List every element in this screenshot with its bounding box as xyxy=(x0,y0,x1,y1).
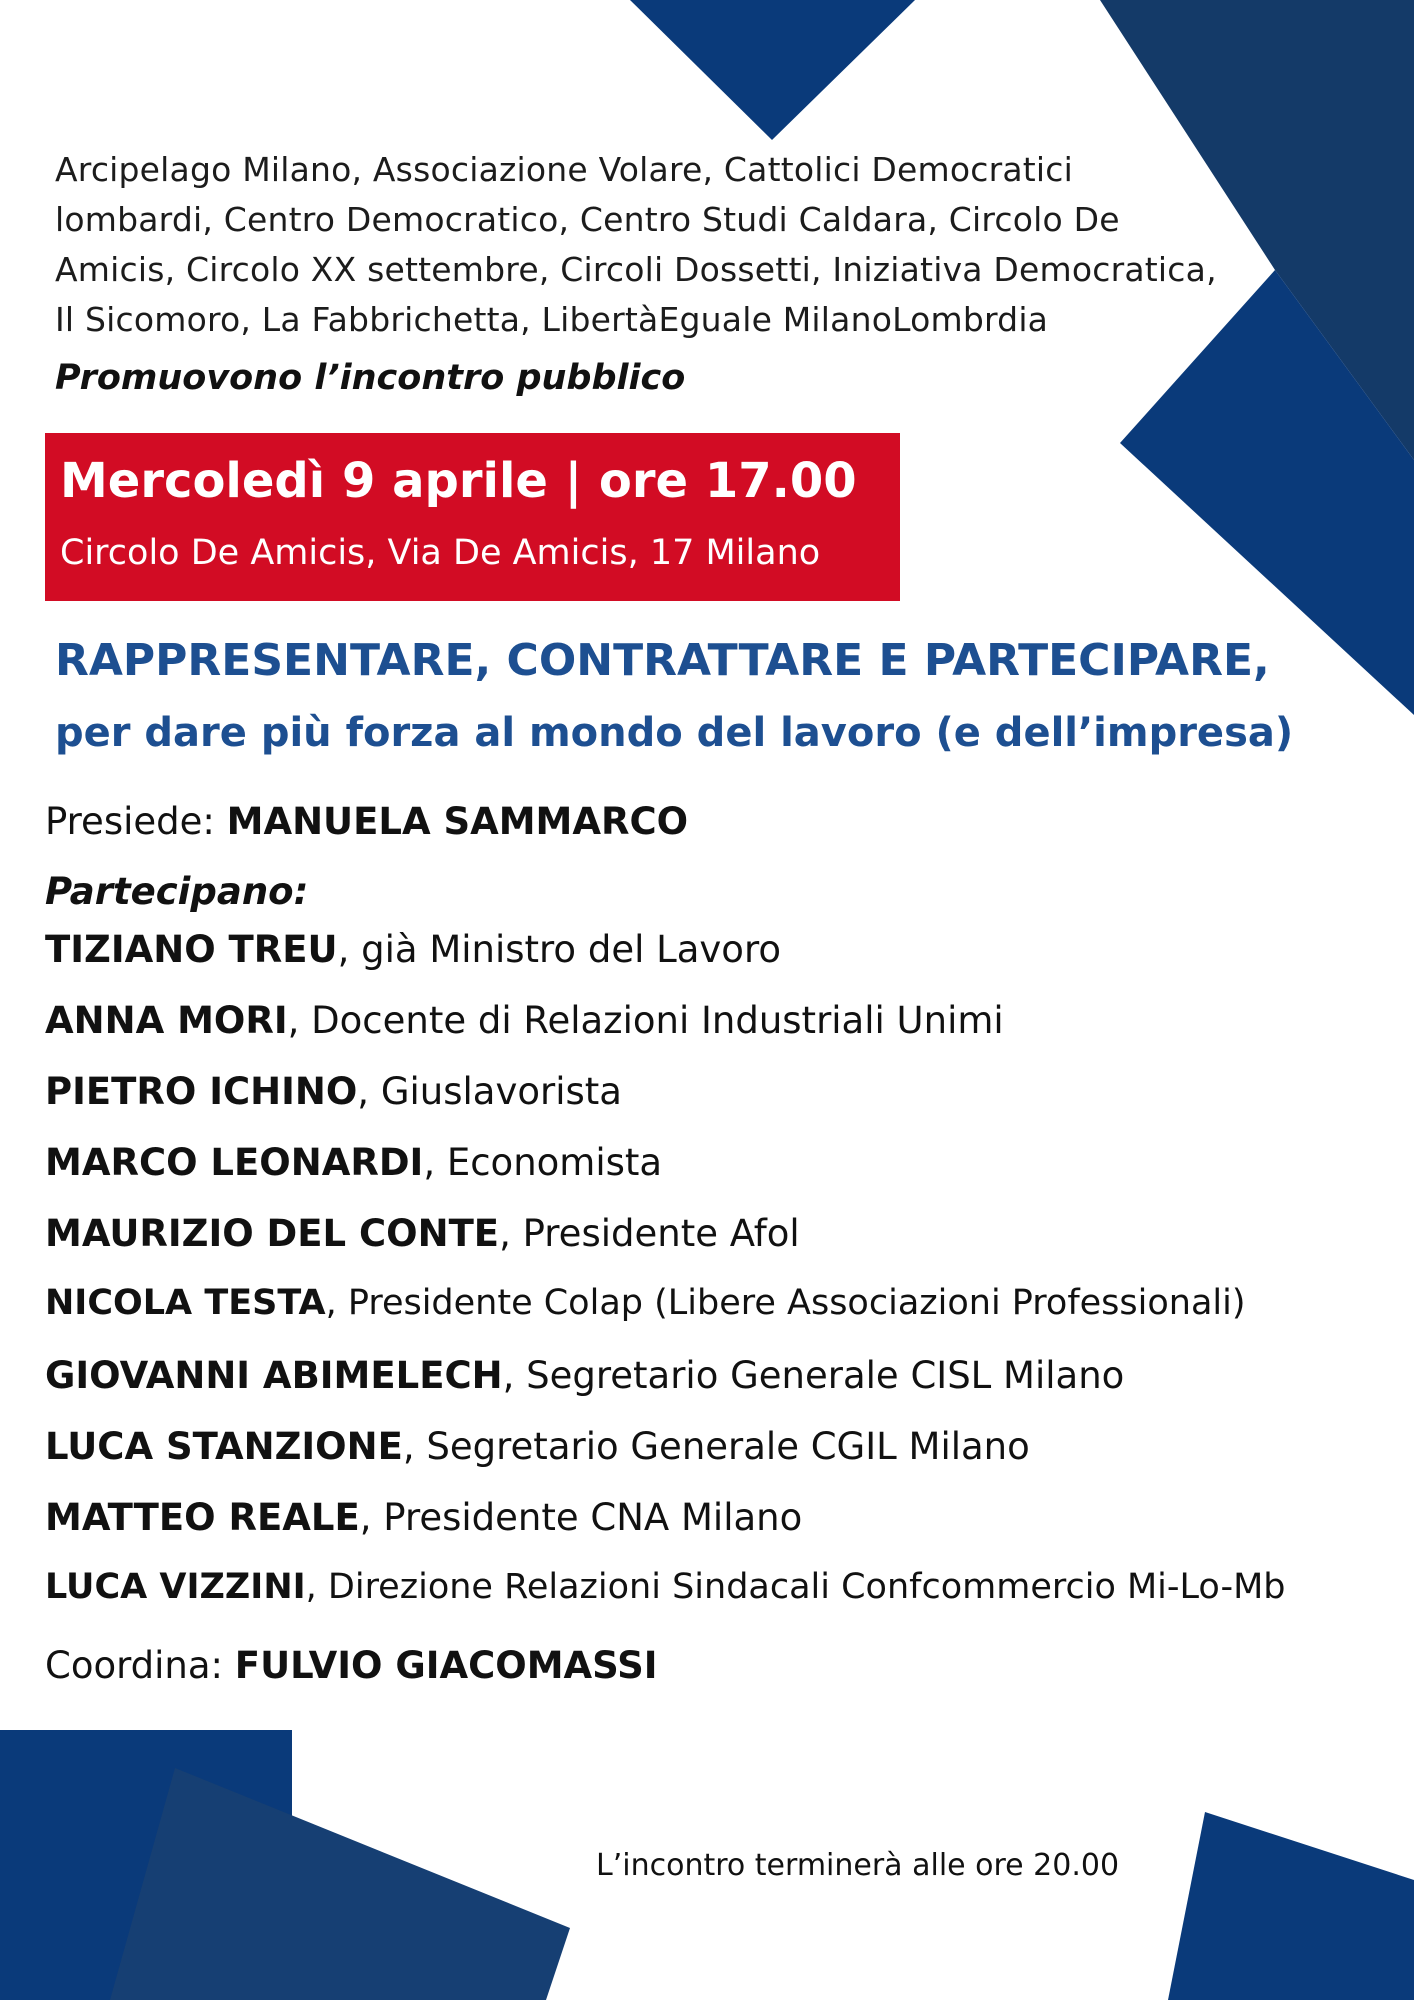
participant-row xyxy=(45,1425,1030,1468)
chair-line xyxy=(45,800,688,843)
participants-heading: Partecipano: xyxy=(45,870,309,913)
participant-name: ANNA MORI xyxy=(45,999,288,1042)
participant-role: , Presidente Colap (Libere Associazioni Professionali) xyxy=(325,1283,1246,1323)
event-place: Circolo De Amicis, Via De Amicis, 17 Milano xyxy=(60,533,821,573)
event-subtitle: per dare più forza al mondo del lavoro (e dell’impresa) xyxy=(55,710,1294,756)
participant-role: , Segretario Generale CISL Milano xyxy=(502,1354,1125,1397)
event-date-time: Mercoledì 9 aprile | ore 17.00 xyxy=(60,453,857,509)
participant-role: , Presidente CNA Milano xyxy=(359,1496,803,1539)
promoters-line: Amicis, Circolo XX settembre, Circoli Dossetti, Iniziativa Democratica, xyxy=(55,250,1217,289)
participant-row xyxy=(45,928,781,971)
participant-role: , Giuslavorista xyxy=(357,1070,622,1113)
participant-name: TIZIANO TREU xyxy=(45,928,338,971)
participant-row xyxy=(45,1283,1246,1323)
event-banner xyxy=(45,433,900,601)
chair-name: MANUELA SAMMARCO xyxy=(226,800,689,843)
participant-name: MAURIZIO DEL CONTE xyxy=(45,1212,500,1255)
promoters-line: Il Sicomoro, La Fabbrichetta, LibertàEguale MilanoLombrdia xyxy=(55,300,1049,339)
participant-role: , Direzione Relazioni Sindacali Confcommercio Mi-Lo-Mb xyxy=(305,1567,1286,1607)
closing-time-note: L’incontro terminerà alle ore 20.00 xyxy=(596,1848,1120,1883)
participant-name: GIOVANNI ABIMELECH xyxy=(45,1354,503,1397)
promoters-line: lombardi, Centro Democratico, Centro Studi Caldara, Circolo De xyxy=(55,200,1120,239)
participant-row xyxy=(45,1496,802,1539)
promoters-list xyxy=(55,145,1255,345)
coordinator-label: Coordina: xyxy=(45,1644,235,1687)
participant-row xyxy=(45,999,1004,1042)
participant-role: , Presidente Afol xyxy=(499,1212,800,1255)
participant-row xyxy=(45,1354,1124,1397)
participant-row xyxy=(45,1141,662,1184)
participant-role: , Segretario Generale CGIL Milano xyxy=(402,1425,1030,1468)
participant-name: MATTEO REALE xyxy=(45,1496,360,1539)
promote-heading: Promuovono l’incontro pubblico xyxy=(55,358,686,398)
chair-label: Presiede: xyxy=(45,800,227,843)
participant-role: , già Ministro del Lavoro xyxy=(337,928,781,971)
participant-row xyxy=(45,1070,622,1113)
participant-name: PIETRO ICHINO xyxy=(45,1070,358,1113)
participant-row xyxy=(45,1212,800,1255)
promoters-line: Arcipelago Milano, Associazione Volare, Cattolici Democratici xyxy=(55,150,1073,189)
coordinator-line xyxy=(45,1644,658,1687)
participant-name: LUCA VIZZINI xyxy=(45,1567,306,1607)
participant-row xyxy=(45,1567,1286,1607)
coordinator-name: FULVIO GIACOMASSI xyxy=(234,1644,658,1687)
participant-name: NICOLA TESTA xyxy=(45,1283,326,1323)
participant-name: LUCA STANZIONE xyxy=(45,1425,403,1468)
participant-role: , Economista xyxy=(423,1141,663,1184)
event-title: RAPPRESENTARE, CONTRATTARE E PARTECIPARE, xyxy=(55,635,1270,686)
participant-role: , Docente di Relazioni Industriali Unimi xyxy=(287,999,1004,1042)
participant-name: MARCO LEONARDI xyxy=(45,1141,424,1184)
